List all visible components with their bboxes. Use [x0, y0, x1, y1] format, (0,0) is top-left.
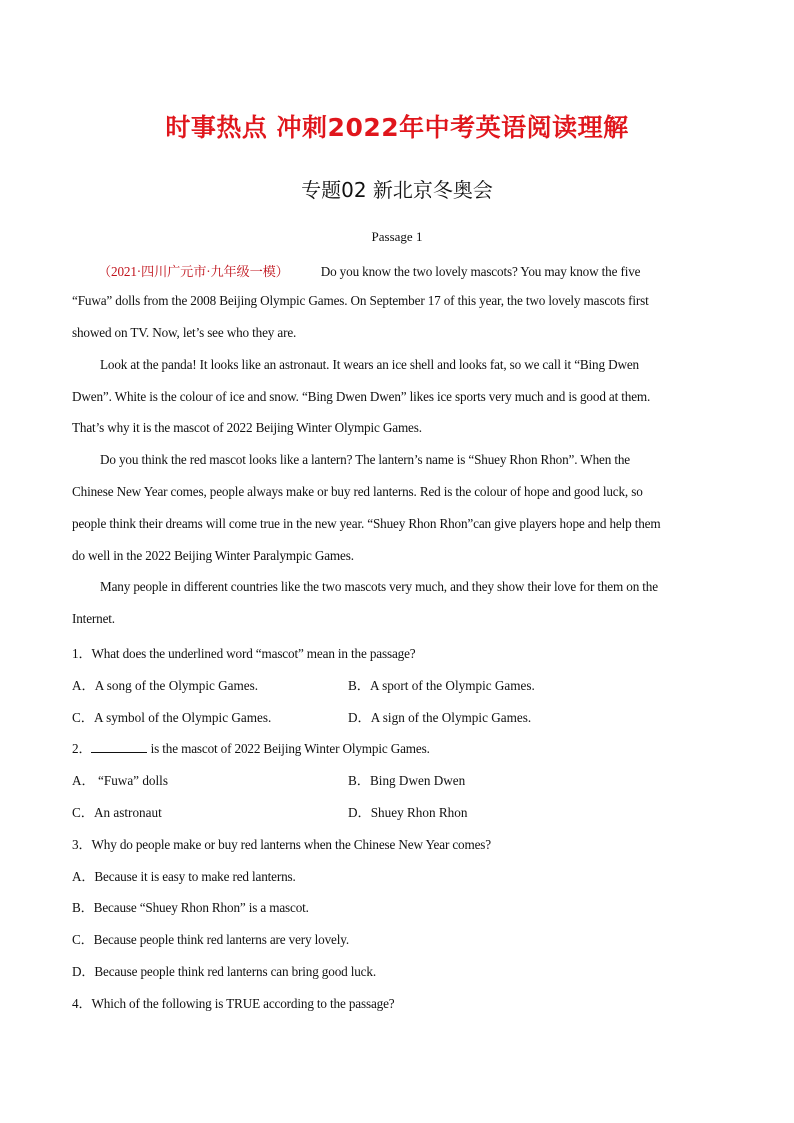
q1-option-a: A．A song of the Olympic Games. — [72, 678, 259, 693]
q1-option-d: D．A sign of the Olympic Games. — [348, 710, 532, 725]
q1-option-b: B．A sport of the Olympic Games. — [348, 678, 535, 693]
q1-option-c: C．A symbol of the Olympic Games. — [72, 710, 272, 725]
page-title: 时事热点 冲刺2022年中考英语阅读理解 — [165, 113, 629, 142]
answer-blank — [91, 740, 147, 753]
question-number: 2． — [72, 741, 92, 756]
passage-line: Internet. — [72, 611, 115, 626]
passage-line: That’s why it is the mascot of 2022 Beijing Winter Olympic Games. — [72, 420, 422, 435]
passage-line: Many people in different countries like the two mascots very much, and they show their love for them on the — [100, 579, 658, 594]
topic-subtitle: 专题02 新北京冬奥会 — [301, 178, 493, 202]
passage-line: “Fuwa” dolls from the 2008 Beijing Olympic Games. On September 17 of this year, the two lovely mascots first — [72, 293, 649, 308]
question-text: is the mascot of 2022 Beijing Winter Olympic Games. — [147, 741, 430, 756]
question-4: 4．Which of the following is TRUE according to the passage? — [72, 996, 395, 1011]
passage-line: showed on TV. Now, let’s see who they are. — [72, 325, 297, 340]
q2-option-d: D．Shuey Rhon Rhon — [348, 805, 468, 820]
q2-option-b: B．Bing Dwen Dwen — [348, 773, 466, 788]
passage-text: Do you know the two lovely mascots? You may know the five — [320, 264, 641, 279]
passage-line: Look at the panda! It looks like an astronaut. It wears an ice shell and looks fat, so we call it “Bing Dwen — [100, 357, 639, 372]
q3-option-a: A．Because it is easy to make red lanterns. — [72, 869, 296, 884]
passage-line: Chinese New Year comes, people always make or buy red lanterns. Red is the colour of hope and good luck, so — [72, 484, 643, 499]
source-citation: （2021·四川广元市·九年级一模） — [98, 264, 289, 279]
passage-line: do well in the 2022 Beijing Winter Paralympic Games. — [72, 548, 354, 563]
q3-option-d: D．Because people think red lanterns can bring good luck. — [72, 964, 376, 979]
q2-option-a: A． “Fuwa” dolls — [72, 773, 168, 788]
q3-option-b: B．Because “Shuey Rhon Rhon” is a mascot. — [72, 900, 309, 915]
question-2 — [72, 738, 430, 757]
passage-line: Do you think the red mascot looks like a lantern? The lantern’s name is “Shuey Rhon Rhon”. When the — [100, 452, 630, 467]
q3-option-c: C．Because people think red lanterns are very lovely. — [72, 932, 349, 947]
question-3: 3．Why do people make or buy red lanterns when the Chinese New Year comes? — [72, 837, 491, 852]
passage-label: Passage 1 — [371, 229, 423, 244]
passage-line: people think their dreams will come true in the new year. “Shuey Rhon Rhon”can give players hope and help them — [72, 516, 661, 531]
question-1: 1．What does the underlined word “mascot” mean in the passage? — [72, 646, 416, 661]
passage-line: Dwen”. White is the colour of ice and snow. “Bing Dwen Dwen” likes ice sports very much and is good at them. — [72, 389, 651, 404]
q2-option-c: C．An astronaut — [72, 805, 162, 820]
passage-line — [98, 261, 640, 280]
